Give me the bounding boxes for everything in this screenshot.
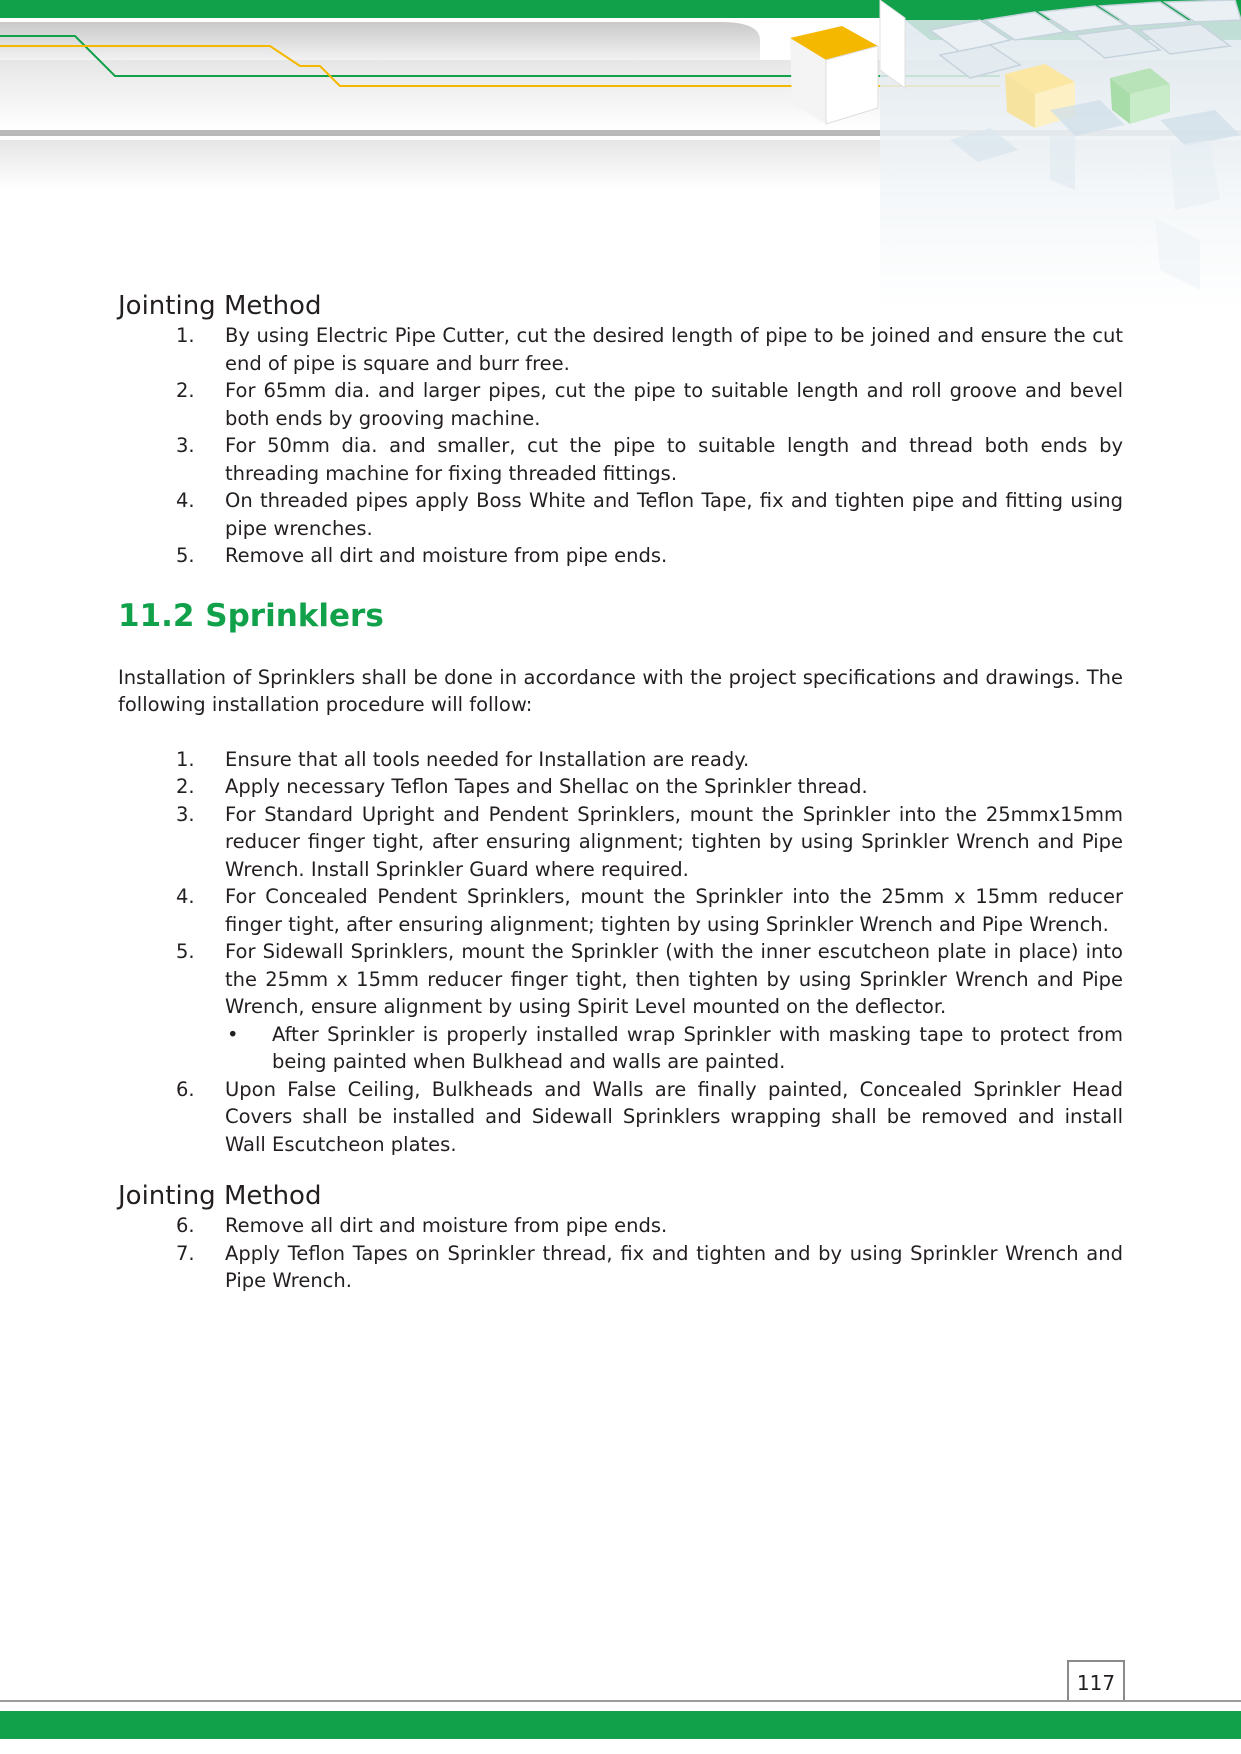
list-item — [118, 801, 1123, 884]
list-item — [118, 746, 1123, 774]
bullet-text: After Sprinkler is properly installed wrap Sprinkler with masking tape to protect from being painted when Bulkhead and walls are painted. — [272, 1022, 1123, 1073]
list-item-text: For 65mm dia. and larger pipes, cut the pipe to suitable length and roll groove and bevel both ends by grooving machine. — [225, 379, 1123, 430]
list-item-number: 4. — [176, 489, 195, 512]
list-item-text: Apply necessary Teflon Tapes and Shellac on the Sprinkler thread. — [225, 775, 868, 798]
list-item-number: 3. — [176, 802, 195, 826]
list-item-text: Ensure that all tools needed for Installation are ready. — [225, 747, 750, 771]
list-item — [118, 1076, 1123, 1159]
list-item — [118, 1240, 1123, 1295]
list-item-text: For Standard Upright and Pendent Sprinklers, mount the Sprinkler into the 25mmx15mm reducer finger tight, after ensuring alignment; tighten by using Sprinkler Wrench and Pipe Wrench. Install Sprinkler Guard where required. — [225, 802, 1123, 881]
list-item — [118, 322, 1123, 377]
list-item-text: For Concealed Pendent Sprinklers, mount the Sprinkler into the 25mm x 15mm reducer finger tight, after ensuring alignment; tighten by using Sprinkler Wrench and Pipe Wrench. — [225, 885, 1123, 936]
list-item-text: Apply Teflon Tapes on Sprinkler thread, fix and tighten and by using Sprinkler Wrench and Pipe Wrench. — [225, 1241, 1123, 1292]
list-item-text: On threaded pipes apply Boss White and Teflon Tape, fix and tighten pipe and fitting using pipe wrenches. — [225, 489, 1123, 540]
list-item — [118, 773, 1123, 801]
list-item-number: 4. — [176, 885, 195, 908]
footer-bar — [0, 1711, 1241, 1739]
bullet-icon: • — [227, 1022, 239, 1046]
list-item — [118, 938, 1123, 1076]
list-item — [118, 487, 1123, 542]
footer-divider — [0, 1700, 1241, 1702]
list-item-number: 3. — [176, 434, 195, 457]
bullet-item — [225, 1021, 1123, 1076]
list-item — [118, 1212, 1123, 1240]
list-item-text: Remove all dirt and moisture from pipe ends. — [225, 1214, 668, 1237]
list-item-number: 1. — [176, 324, 195, 347]
list-item — [118, 542, 1123, 570]
list-item — [118, 432, 1123, 487]
sprinklers-intro: Installation of Sprinklers shall be done in accordance with the project specifications and drawings. The following installation procedure will follow: — [118, 665, 1123, 716]
list-item — [118, 377, 1123, 432]
list-item-number: 5. — [176, 544, 195, 567]
page-number: 117 — [1067, 1660, 1125, 1702]
jointing-steps-list — [118, 322, 1123, 570]
list-item-text: Upon False Ceiling, Bulkheads and Walls are finally painted, Concealed Sprinkler Head Covers shall be installed and Sidewall Sprinklers wrapping shall be removed and install Wall Escutcheon plates. — [225, 1077, 1123, 1156]
jointing-method-heading: Jointing Method — [118, 291, 322, 321]
list-item-number: 2. — [176, 775, 195, 798]
list-item-number: 2. — [176, 379, 195, 402]
list-item-number: 7. — [176, 1241, 195, 1265]
list-item-number: 1. — [176, 747, 195, 771]
list-item-text: For Sidewall Sprinklers, mount the Sprinkler (with the inner escutcheon plate in place) into the 25mm x 15mm reducer finger tight, then tighten by using Sprinkler Wrench and Pipe Wrench, ensure alignment by using Spirit Level mounted on the deflector. — [225, 940, 1123, 1018]
sprinkler-jointing-list — [118, 1212, 1123, 1295]
list-item — [118, 883, 1123, 938]
list-item-number: 5. — [176, 940, 195, 963]
page-content — [118, 290, 1123, 1295]
sprinkler-steps-list — [118, 746, 1123, 1159]
list-item-text: By using Electric Pipe Cutter, cut the desired length of pipe to be joined and ensure the cut end of pipe is square and burr free. — [225, 324, 1123, 375]
list-item-number: 6. — [176, 1214, 195, 1237]
list-item-text: For 50mm dia. and smaller, cut the pipe to suitable length and thread both ends by threading machine for fixing threaded fittings. — [225, 434, 1123, 485]
jointing-method-heading-2: Jointing Method — [118, 1181, 322, 1211]
header-banner — [0, 0, 1241, 310]
sprinklers-section-title: 11.2 Sprinklers — [118, 597, 384, 634]
list-item-number: 6. — [176, 1077, 195, 1101]
list-item-text: Remove all dirt and moisture from pipe ends. — [225, 544, 668, 567]
